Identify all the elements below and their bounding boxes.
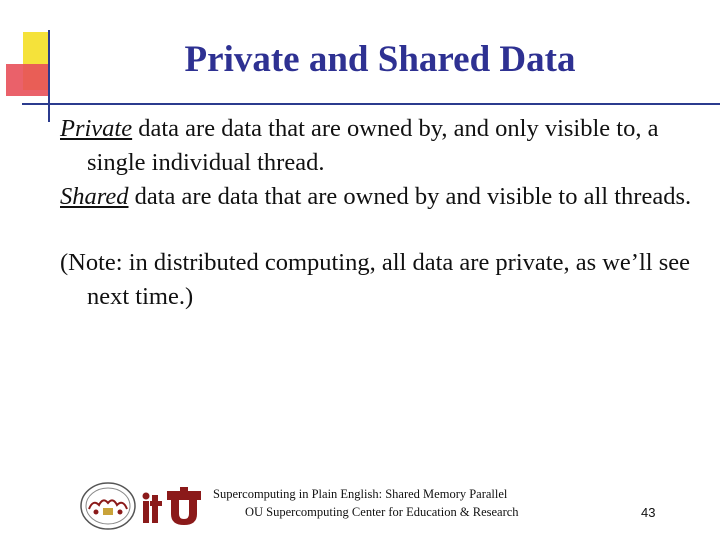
slide-page-number: 43 <box>641 505 656 520</box>
title-underline-rule <box>22 103 720 105</box>
note-paragraph: (Note: in distributed computing, all data are private, as we’ll see next time.) <box>60 249 690 310</box>
ou-seal-logo <box>79 481 137 531</box>
decor-red-square <box>6 64 50 96</box>
slide-title: Private and Shared Data <box>184 39 576 80</box>
itou-logo <box>140 485 204 527</box>
definition-shared: data are data that are owned by and visible to all threads. <box>128 183 692 210</box>
decor-vertical-rule <box>48 30 50 122</box>
bullet-shared <box>60 180 700 214</box>
footer-course-title: Supercomputing in Plain English: Shared Memory Parallel <box>213 487 508 501</box>
footer-organization: OU Supercomputing Center for Education & Research <box>245 505 519 519</box>
term-private: Private <box>60 115 133 142</box>
bullet-private <box>60 112 700 180</box>
slide-body <box>60 112 700 314</box>
definition-private: data are data that are owned by, and only visible to, a single individual thread. <box>87 115 659 176</box>
term-shared: Shared <box>60 183 129 210</box>
